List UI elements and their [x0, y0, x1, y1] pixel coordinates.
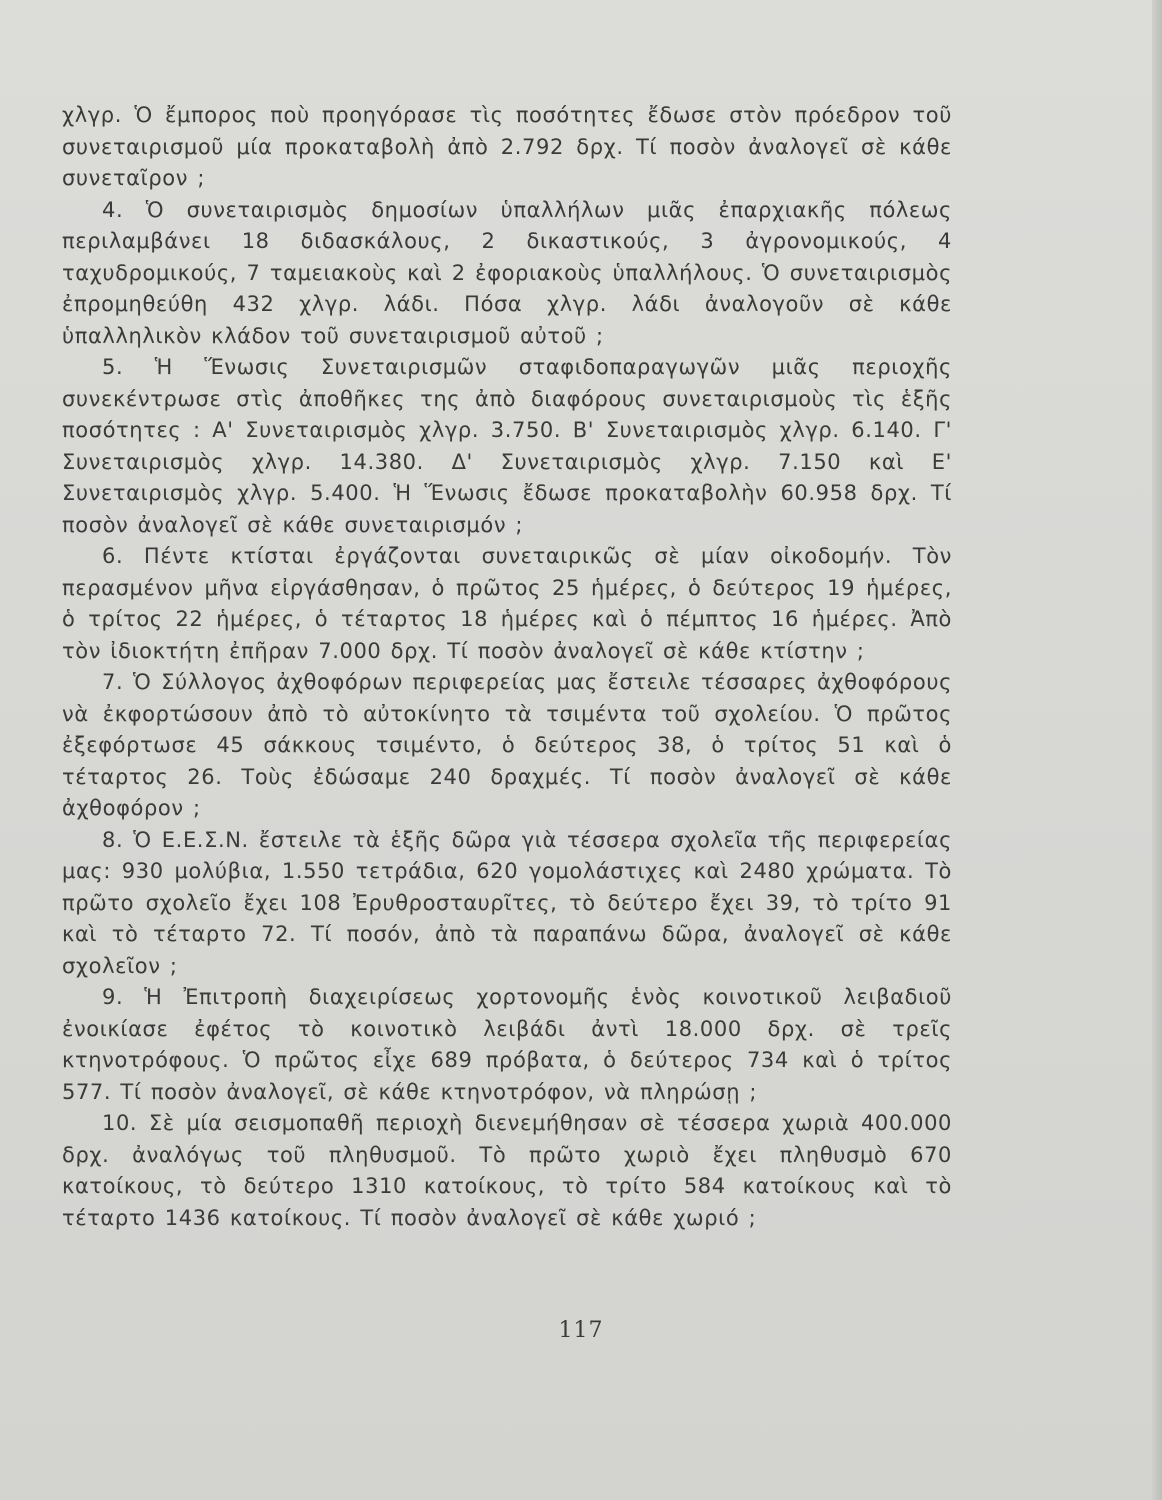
page-number: 117: [558, 1318, 604, 1343]
problem-9: 9. Ἡ Ἐπιτροπὴ διαχειρίσεως χορτονομῆς ἑνὸς κοινοτικοῦ λειβαδιοῦ ἐνοικίασε ἐφέτος τὸ κοινοτικὸ λειβάδι ἀντὶ 18.000 δρχ. σὲ τρεῖς κτηνοτρόφους. Ὁ πρῶτος εἶχε 689 πρόβατα, ὁ δεύτερος 734 καὶ ὁ τρίτος 577. Τί ποσὸν ἀναλογεῖ, σὲ κάθε κτηνοτρόφον, νὰ πληρώσῃ ;: [62, 985, 952, 1104]
problem-10: 10. Σὲ μία σεισμοπαθῆ περιοχὴ διενεμήθησαν σὲ τέσσερα χωριὰ 400.000 δρχ. ἀναλόγως τοῦ πληθυσμοῦ. Τὸ πρῶτο χωριὸ ἔχει πληθυσμὸ 670 κατοίκους, τὸ δεύτερο 1310 κατοίκους, τὸ τρίτο 584 κατοίκους καὶ τὸ τέταρτο 1436 κατοίκους. Τί ποσὸν ἀναλογεῖ σὲ κάθε χωριό ;: [62, 1111, 952, 1230]
problem-6: 6. Πέντε κτίσται ἐργάζονται συνεταιρικῶς σὲ μίαν οἰκοδομήν. Τὸν περασμένον μῆνα εἰργάσθησαν, ὁ πρῶτος 25 ἡμέρες, ὁ δεύτερος 19 ἡμέρες, ὁ τρίτος 22 ἡμέρες, ὁ τέταρτος 18 ἡμέρες καὶ ὁ πέμπτος 16 ἡμέρες. Ἀπὸ τὸν ἰδιοκτήτη ἐπῆραν 7.000 δρχ. Τί ποσὸν ἀναλογεῖ σὲ κάθε κτίστην ;: [62, 544, 952, 663]
problem-4: 4. Ὁ συνεταιρισμὸς δημοσίων ὑπαλλήλων μιᾶς ἐπαρχιακῆς πόλεως περιλαμβάνει 18 διδασκάλους, 2 δικαστικούς, 3 ἀγρονομικούς, 4 ταχυδρομικούς, 7 ταμειακοὺς καὶ 2 ἐφοριακοὺς ὑπαλλήλους. Ὁ συνεταιρισμὸς ἐπρομηθεύθη 432 χλγρ. λάδι. Πόσα χλγρ. λάδι ἀναλογοῦν σὲ κάθε ὑπαλληλικὸν κλάδον τοῦ συνεταιρισμοῦ αὐτοῦ ;: [62, 197, 952, 348]
page-edge: [1152, 0, 1162, 1500]
page-text-body: [62, 100, 952, 1234]
problem-7: 7. Ὁ Σύλλογος ἀχθοφόρων περιφερείας μας ἔστειλε τέσσαρες ἀχθοφόρους νὰ ἐκφορτώσουν ἀπὸ τὸ αὐτοκίνητο τὰ τσιμέντα τοῦ σχολείου. Ὁ πρῶτος ἐξεφόρτωσε 45 σάκκους τσιμέντο, ὁ δεύτερος 38, ὁ τρίτος 51 καὶ ὁ τέταρτος 26. Τοὺς ἐδώσαμε 240 δραχμές. Τί ποσὸν ἀναλογεῖ σὲ κάθε ἀχθοφόρον ;: [62, 670, 952, 820]
problem-8: 8. Ὁ Ε.Ε.Σ.Ν. ἔστειλε τὰ ἑξῆς δῶρα γιὰ τέσσερα σχολεῖα τῆς περιφερείας μας: 930 μολύβια, 1.550 τετράδια, 620 γομολάστιχες καὶ 2480 χρώματα. Τὸ πρῶτο σχολεῖο ἔχει 108 Ἐρυθροσταυρῖτες, τὸ δεύτερο ἔχει 39, τὸ τρίτο 91 καὶ τὸ τέταρτο 72. Τί ποσόν, ἀπὸ τὰ παραπάνω δῶρα, ἀναλογεῖ σὲ κάθε σχολεῖον ;: [62, 827, 952, 978]
paragraph-continuation: χλγρ. Ὁ ἔμπορος ποὺ προηγόρασε τὶς ποσότητες ἔδωσε στὸν πρόεδρον τοῦ συνεταιρισμοῦ μία προκαταβολὴ ἀπὸ 2.792 δρχ. Τί ποσὸν ἀναλογεῖ σὲ κάθε συνεταῖρον ;: [62, 103, 952, 190]
problem-5: 5. Ἡ Ἕνωσις Συνεταιρισμῶν σταφιδοπαραγωγῶν μιᾶς περιοχῆς συνεκέντρωσε στὶς ἀποθῆκες της ἀπὸ διαφόρους συνεταιρισμοὺς τὶς ἑξῆς ποσότητες : Α' Συνεταιρισμὸς χλγρ. 3.750. Β' Συνεταιρισμὸς χλγρ. 6.140. Γ' Συνεταιρισμὸς χλγρ. 14.380. Δ' Συνεταιρισμὸς χλγρ. 7.150 καὶ Ε' Συνεταιρισμὸς χλγρ. 5.400. Ἡ Ἕνωσις ἔδωσε προκαταβολὴν 60.958 δρχ. Τί ποσὸν ἀναλογεῖ σὲ κάθε συνεταιρισμόν ;: [62, 355, 952, 537]
